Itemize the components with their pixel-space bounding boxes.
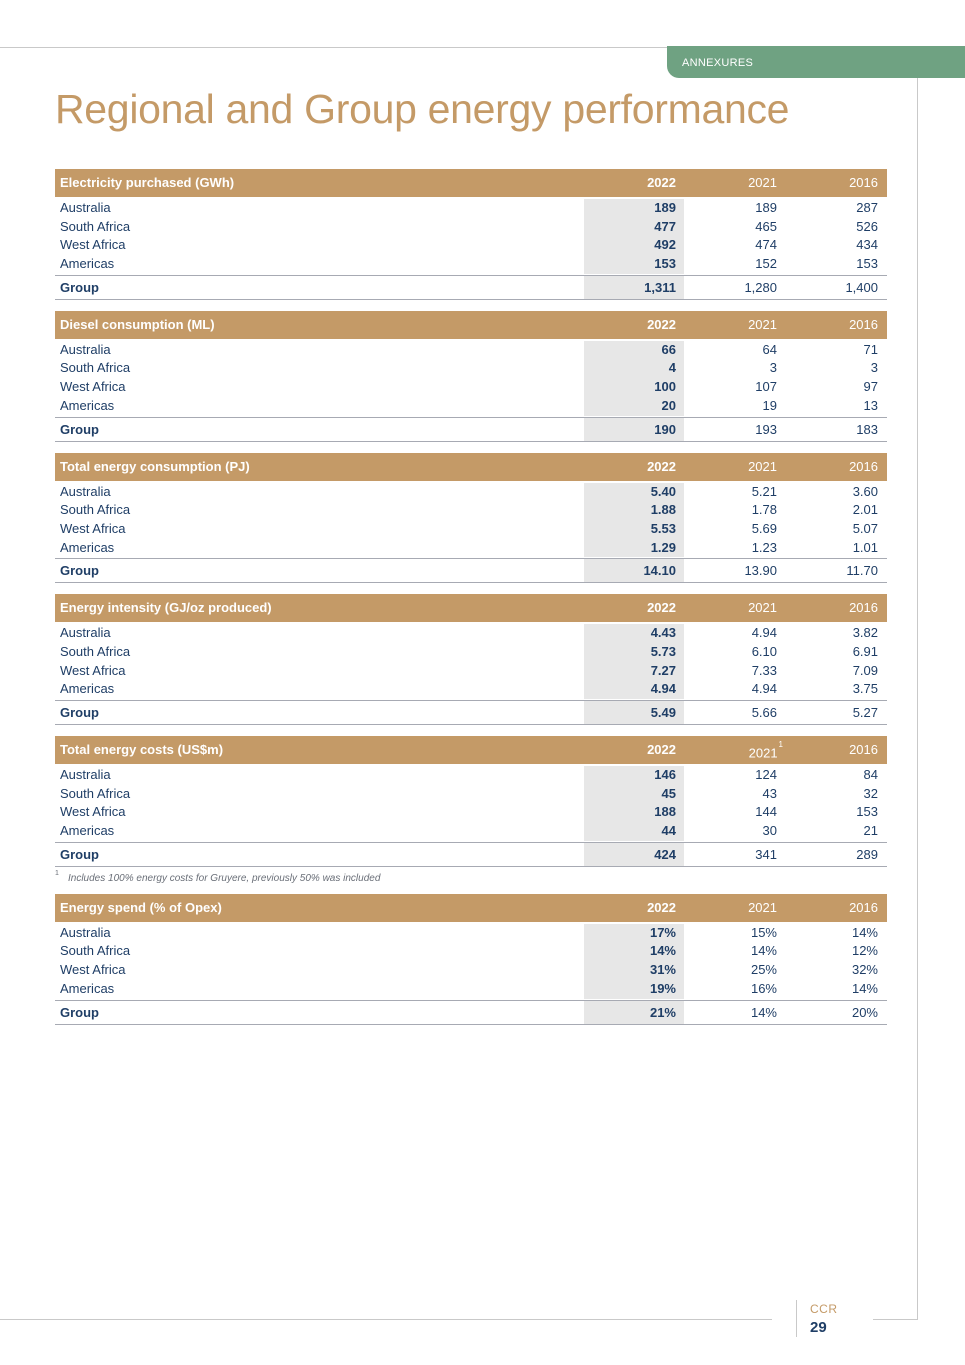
region-label: West Africa (60, 237, 126, 253)
cell-value: 7.33 (751, 662, 777, 678)
cell-value: 153 (856, 804, 878, 820)
cell-value: 5.21 (751, 483, 777, 499)
year-header: 2016 (849, 175, 878, 190)
cell-value: 153 (856, 256, 878, 272)
group-label: Group (60, 1004, 99, 1020)
top-frame-line (0, 47, 668, 48)
cell-value: 189 (755, 200, 777, 215)
right-frame-line (917, 78, 918, 1320)
cell-value: 144 (755, 804, 777, 820)
cell-value: 43 (762, 785, 777, 801)
cell-value: 152 (755, 256, 777, 272)
table-row (55, 924, 887, 943)
cell-value: 477 (654, 218, 676, 234)
year-header: 2016 (849, 742, 878, 757)
group-value: 1,311 (644, 279, 676, 295)
year-header: 2022 (647, 175, 676, 190)
table-row (55, 236, 887, 255)
table-row (55, 942, 887, 961)
region-label: West Africa (60, 662, 126, 678)
region-label: Australia (60, 625, 111, 641)
cell-value: 153 (654, 256, 676, 272)
group-label: Group (60, 421, 99, 437)
cell-value: 2.01 (852, 502, 878, 518)
table-row (55, 483, 887, 502)
table-header-row (55, 894, 887, 922)
group-value: 1,280 (744, 279, 777, 295)
cell-value: 66 (661, 341, 676, 357)
table-row (55, 520, 887, 539)
cell-value: 17% (649, 924, 676, 940)
cell-value: 6.91 (852, 643, 878, 659)
group-label: Group (60, 279, 99, 295)
table-header-row (55, 453, 887, 481)
year-header: 2021 (748, 600, 777, 616)
table-title: Total energy costs (US$m) (60, 742, 224, 757)
cell-value: 3.75 (852, 681, 878, 697)
year-header: 2022 (647, 742, 676, 757)
region-label: South Africa (60, 360, 131, 376)
table-row (55, 643, 887, 662)
table-header-row (55, 736, 887, 764)
group-value: 11.70 (846, 563, 878, 579)
cell-value: 19% (649, 980, 676, 996)
cell-value: 15% (750, 924, 777, 940)
cell-value: 16% (750, 980, 777, 996)
table-row (55, 378, 887, 397)
cell-value: 492 (654, 237, 676, 253)
cell-value: 71 (863, 341, 878, 357)
group-label: Group (60, 563, 99, 579)
energy-table (55, 169, 887, 300)
year-header: 2021 (748, 316, 777, 332)
region-label: West Africa (60, 379, 126, 395)
cell-value: 4.94 (751, 625, 777, 641)
cell-value: 4.94 (751, 681, 777, 697)
group-value: 289 (856, 846, 878, 862)
year-header-cell (749, 736, 783, 767)
region-label: Australia (60, 200, 111, 215)
region-label: Australia (60, 924, 111, 940)
table-row (55, 539, 887, 558)
cell-value: 5.69 (751, 520, 777, 536)
cell-value: 526 (856, 218, 878, 234)
cell-value: 3.60 (852, 483, 878, 499)
cell-value: 100 (654, 379, 676, 395)
group-label: Group (60, 705, 99, 720)
group-value: 14% (750, 1004, 777, 1020)
cell-value: 97 (863, 379, 878, 395)
cell-value: 1.88 (650, 502, 676, 518)
table-row (55, 980, 887, 999)
cell-value: 14% (851, 924, 878, 940)
table-row (55, 680, 887, 699)
group-label: Group (60, 846, 99, 862)
table-row (55, 501, 887, 520)
region-label: Australia (60, 341, 111, 357)
year-header: 2016 (849, 899, 878, 915)
cell-value: 4.43 (650, 625, 676, 641)
energy-tables (55, 169, 887, 1036)
cell-value: 146 (654, 767, 676, 782)
table-header-row (55, 594, 887, 622)
table-title: Energy spend (% of Opex) (60, 899, 222, 915)
region-label: Americas (60, 681, 115, 697)
cell-value: 21 (863, 823, 878, 839)
cell-value: 188 (654, 804, 676, 820)
cell-value: 3.82 (852, 625, 878, 641)
cell-value: 64 (762, 341, 777, 357)
group-value: 20% (851, 1004, 878, 1020)
cell-value: 31% (649, 962, 676, 978)
group-value: 193 (755, 421, 777, 437)
table-title: Energy intensity (GJ/oz produced) (60, 600, 272, 616)
bottom-frame-line-right (873, 1319, 918, 1320)
region-label: Americas (60, 980, 115, 996)
group-total-row (55, 558, 887, 583)
table-title: Diesel consumption (ML) (60, 316, 215, 332)
table-header-row (55, 311, 887, 339)
cell-value: 434 (856, 237, 878, 253)
cell-value: 4.94 (650, 681, 676, 697)
table-row (55, 397, 887, 416)
cell-value: 3 (769, 360, 777, 376)
cell-value: 5.73 (650, 643, 676, 659)
table-row (55, 624, 887, 643)
region-label: West Africa (60, 804, 126, 820)
footnote-mark: 1 (55, 869, 59, 877)
cell-value: 124 (755, 767, 777, 782)
cell-value: 5.40 (650, 483, 676, 499)
year-header: 2021 (748, 899, 777, 915)
group-value: 5.66 (751, 705, 777, 720)
cell-value: 20 (661, 397, 676, 413)
group-value: 5.27 (852, 705, 878, 720)
year-header: 2016 (849, 458, 878, 474)
cell-value: 44 (661, 823, 676, 839)
cell-value: 3 (870, 360, 878, 376)
cell-value: 84 (863, 767, 878, 782)
cell-value: 13 (863, 397, 878, 413)
energy-table (55, 894, 887, 1025)
year-header: 2022 (647, 458, 676, 474)
energy-table (55, 594, 887, 725)
cell-value: 14% (750, 943, 777, 959)
footnote-marker: 1 (778, 740, 783, 749)
cell-value: 1.01 (852, 539, 878, 555)
region-label: South Africa (60, 502, 131, 518)
year-header: 2021 (748, 458, 777, 474)
table-row (55, 803, 887, 822)
cell-value: 189 (654, 200, 676, 215)
region-label: Australia (60, 767, 111, 782)
energy-table (55, 453, 887, 584)
group-total-row (55, 1000, 887, 1025)
cell-value: 4 (668, 360, 676, 376)
group-value: 5.49 (650, 705, 676, 720)
cell-value: 32% (851, 962, 878, 978)
region-label: South Africa (60, 218, 131, 234)
cell-value: 5.07 (852, 520, 878, 536)
table-title: Total energy consumption (PJ) (60, 458, 250, 474)
cell-value: 6.10 (751, 643, 777, 659)
year-header: 2022 (647, 600, 676, 616)
region-label: Americas (60, 256, 115, 272)
table-header-row (55, 169, 887, 197)
year-header: 2022 (647, 899, 676, 915)
footnote-text: Includes 100% energy costs for Gruyere, previously 50% was included (68, 872, 381, 884)
report-label: CCR (810, 1302, 838, 1316)
year-header: 2021 (748, 745, 778, 761)
cell-value: 1.23 (751, 539, 777, 555)
group-value: 1,400 (845, 279, 878, 295)
cell-value: 45 (661, 785, 676, 801)
region-label: Australia (60, 483, 111, 499)
region-label: Americas (60, 397, 115, 413)
cell-value: 107 (755, 379, 777, 395)
cell-value: 19 (762, 397, 777, 413)
group-value: 424 (654, 846, 676, 862)
region-label: West Africa (60, 962, 126, 978)
region-label: West Africa (60, 520, 126, 536)
page-title: Regional and Group energy performance (55, 86, 790, 132)
table-row (55, 662, 887, 681)
cell-value: 25% (750, 962, 777, 978)
group-total-row (55, 842, 887, 867)
bottom-frame-line (0, 1319, 772, 1320)
footer-divider (796, 1300, 797, 1337)
group-value: 341 (755, 846, 777, 862)
cell-value: 12% (851, 943, 878, 959)
cell-value: 5.53 (650, 520, 676, 536)
page-number: 29 (810, 1319, 827, 1336)
year-header: 2022 (647, 316, 676, 332)
table-row (55, 341, 887, 360)
group-total-row (55, 700, 887, 725)
table-row (55, 359, 887, 378)
cell-value: 1.78 (751, 502, 777, 518)
group-total-row (55, 275, 887, 300)
table-row (55, 218, 887, 237)
energy-table (55, 736, 887, 867)
cell-value: 14% (649, 943, 676, 959)
group-value: 190 (654, 421, 676, 437)
year-header: 2021 (748, 175, 777, 190)
region-label: South Africa (60, 785, 131, 801)
cell-value: 465 (755, 218, 777, 234)
group-value: 21% (649, 1004, 676, 1020)
cell-value: 1.29 (650, 539, 676, 555)
region-label: Americas (60, 539, 115, 555)
group-value: 14.10 (643, 563, 676, 579)
table-row (55, 961, 887, 980)
cell-value: 7.27 (650, 662, 676, 678)
cell-value: 14% (851, 980, 878, 996)
group-value: 13.90 (744, 563, 777, 579)
cell-value: 30 (762, 823, 777, 839)
cell-value: 474 (755, 237, 777, 253)
table-row (55, 822, 887, 841)
table-title: Electricity purchased (GWh) (60, 175, 235, 190)
table-row (55, 255, 887, 274)
year-header: 2016 (849, 316, 878, 332)
group-value: 183 (856, 421, 878, 437)
cell-value: 7.09 (852, 662, 878, 678)
table-row (55, 199, 887, 218)
energy-table (55, 311, 887, 442)
region-label: South Africa (60, 943, 131, 959)
year-header: 2016 (849, 600, 878, 616)
section-tab: ANNEXURES (667, 46, 965, 78)
cell-value: 32 (863, 785, 878, 801)
region-label: Americas (60, 823, 115, 839)
region-label: South Africa (60, 643, 131, 659)
cell-value: 287 (856, 200, 878, 215)
group-total-row (55, 417, 887, 442)
table-footnote (55, 870, 887, 888)
table-row (55, 785, 887, 804)
table-row (55, 766, 887, 785)
